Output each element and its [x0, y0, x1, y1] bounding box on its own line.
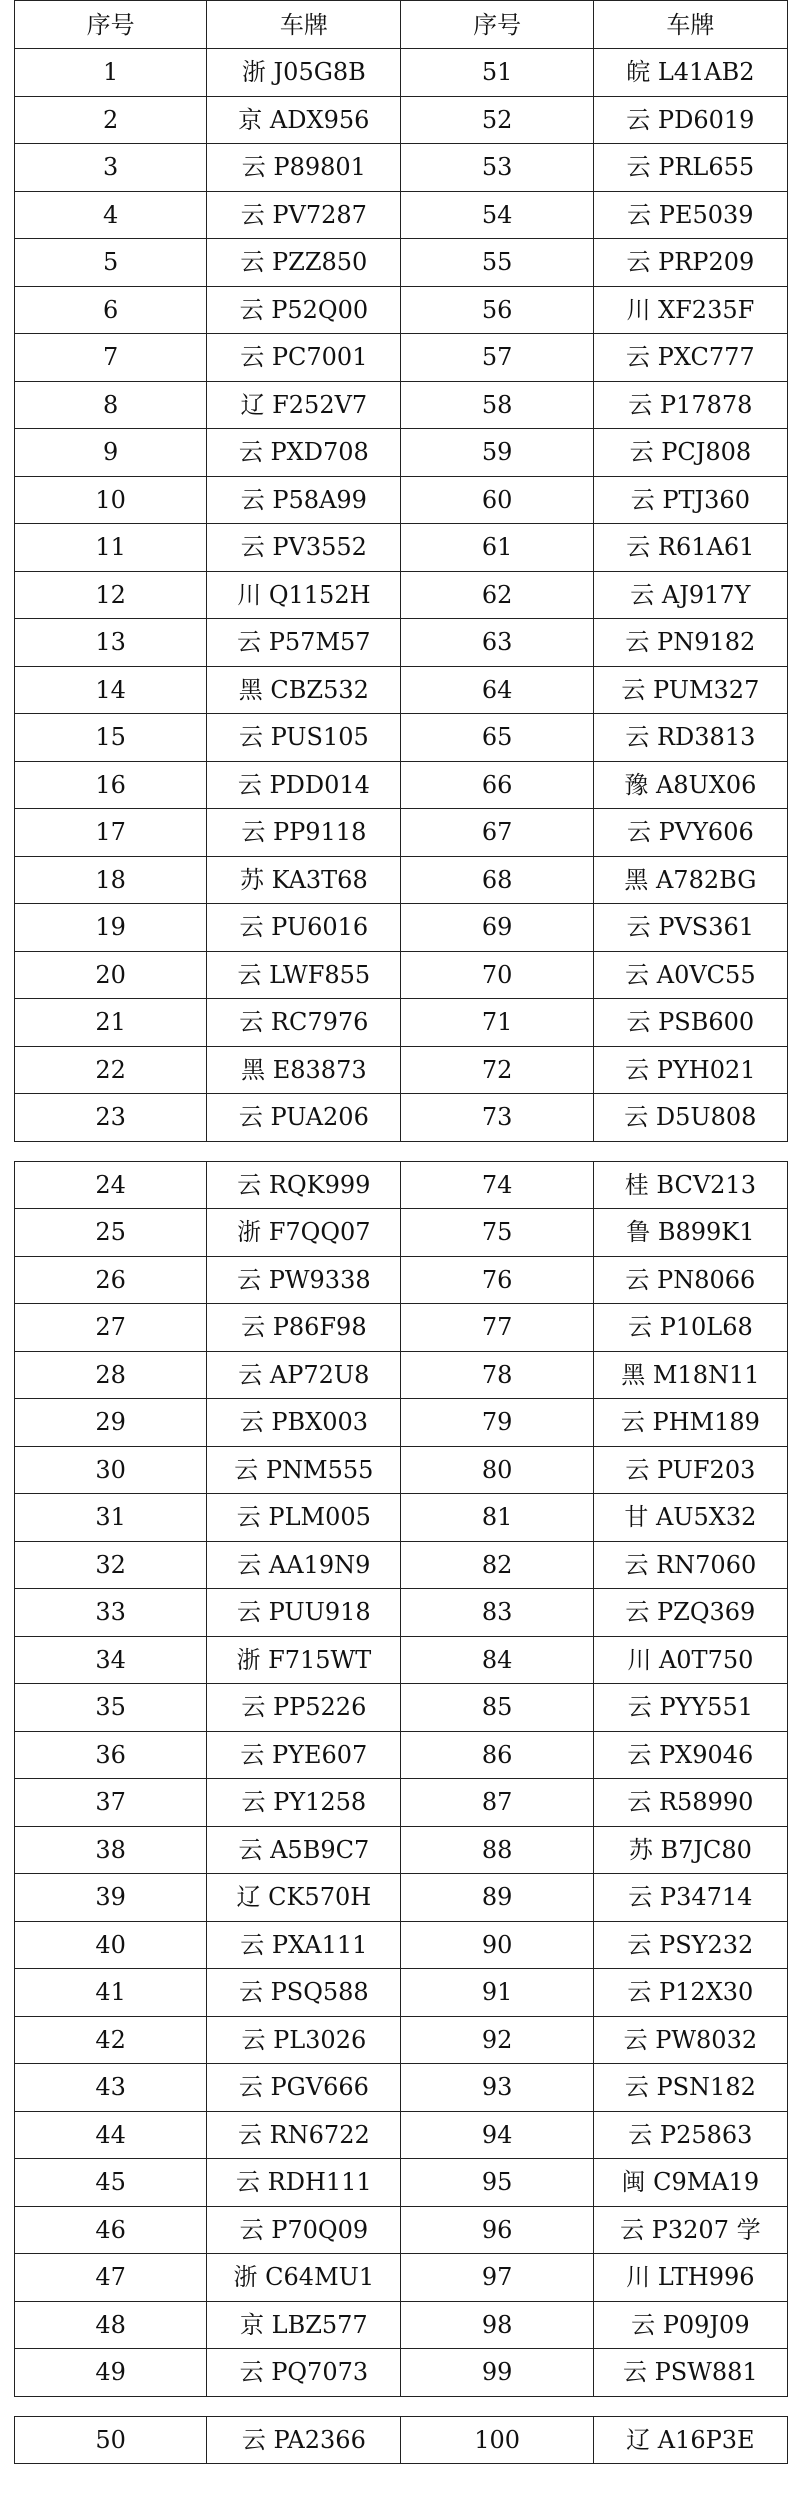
index-right-cell: 69	[401, 904, 593, 952]
header-index-left: 序号	[15, 1, 207, 49]
table-row	[15, 1684, 788, 1732]
index-right-cell: 90	[401, 1921, 593, 1969]
plate-left-cell: 云 PQ7073	[207, 2349, 401, 2397]
table-row	[15, 1731, 788, 1779]
index-right-cell: 74	[401, 1161, 593, 1209]
plate-right-cell: 云 A0VC55	[593, 951, 787, 999]
index-right-cell: 62	[401, 571, 593, 619]
index-right-cell: 72	[401, 1046, 593, 1094]
plate-left-cell: 云 PGV666	[207, 2064, 401, 2112]
plate-left-cell: 云 LWF855	[207, 951, 401, 999]
index-right-cell: 53	[401, 144, 593, 192]
plate-right-cell: 苏 B7JC80	[593, 1826, 787, 1874]
index-left-cell: 41	[15, 1969, 207, 2017]
plate-right-cell: 黑 A782BG	[593, 856, 787, 904]
table-row	[15, 1209, 788, 1257]
block-1-body	[15, 49, 788, 1142]
index-right-cell: 71	[401, 999, 593, 1047]
table-row	[15, 2416, 788, 2464]
plate-right-cell: 云 PSN182	[593, 2064, 787, 2112]
plate-right-cell: 闽 C9MA19	[593, 2159, 787, 2207]
plate-left-cell: 云 PDD014	[207, 761, 401, 809]
index-right-cell: 78	[401, 1351, 593, 1399]
index-left-cell: 14	[15, 666, 207, 714]
plate-right-cell: 云 RD3813	[593, 714, 787, 762]
table-row	[15, 286, 788, 334]
plate-left-cell: 云 PZZ850	[207, 239, 401, 287]
index-left-cell: 32	[15, 1541, 207, 1589]
index-left-cell: 17	[15, 809, 207, 857]
index-left-cell: 13	[15, 619, 207, 667]
index-right-cell: 58	[401, 381, 593, 429]
plate-left-cell: 云 PNM555	[207, 1446, 401, 1494]
index-left-cell: 46	[15, 2206, 207, 2254]
table-row	[15, 144, 788, 192]
table-row	[15, 191, 788, 239]
plate-left-cell: 京 LBZ577	[207, 2301, 401, 2349]
table-row	[15, 1589, 788, 1637]
table-row	[15, 429, 788, 477]
plate-right-cell: 云 PVY606	[593, 809, 787, 857]
index-left-cell: 45	[15, 2159, 207, 2207]
plate-left-cell: 浙 F7QQ07	[207, 1209, 401, 1257]
table-row	[15, 1494, 788, 1542]
index-left-cell: 9	[15, 429, 207, 477]
table-row	[15, 2064, 788, 2112]
index-right-cell: 82	[401, 1541, 593, 1589]
index-left-cell: 12	[15, 571, 207, 619]
table-row	[15, 1826, 788, 1874]
page-break-gap	[14, 1142, 788, 1161]
index-left-cell: 7	[15, 334, 207, 382]
block-3-body	[15, 2416, 788, 2464]
index-right-cell: 97	[401, 2254, 593, 2302]
plate-left-cell: 云 PV3552	[207, 524, 401, 572]
plate-left-cell: 云 PA2366	[207, 2416, 401, 2464]
index-right-cell: 84	[401, 1636, 593, 1684]
plate-left-cell: 云 P58A99	[207, 476, 401, 524]
plate-left-cell: 云 PYE607	[207, 1731, 401, 1779]
index-right-cell: 94	[401, 2111, 593, 2159]
plate-left-cell: 辽 F252V7	[207, 381, 401, 429]
plate-left-cell: 京 ADX956	[207, 96, 401, 144]
index-left-cell: 31	[15, 1494, 207, 1542]
plate-left-cell: 云 PSQ588	[207, 1969, 401, 2017]
plate-right-cell: 鲁 B899K1	[593, 1209, 787, 1257]
plate-right-cell: 云 PN8066	[593, 1256, 787, 1304]
plate-right-cell: 云 P09J09	[593, 2301, 787, 2349]
index-left-cell: 28	[15, 1351, 207, 1399]
plate-left-cell: 云 PUU918	[207, 1589, 401, 1637]
index-left-cell: 25	[15, 1209, 207, 1257]
plate-right-cell: 云 P25863	[593, 2111, 787, 2159]
table-row	[15, 856, 788, 904]
index-left-cell: 39	[15, 1874, 207, 1922]
index-right-cell: 92	[401, 2016, 593, 2064]
plate-left-cell: 云 PUA206	[207, 1094, 401, 1142]
plate-right-cell: 云 PW8032	[593, 2016, 787, 2064]
index-left-cell: 4	[15, 191, 207, 239]
table-row	[15, 666, 788, 714]
index-left-cell: 10	[15, 476, 207, 524]
index-right-cell: 83	[401, 1589, 593, 1637]
table-row	[15, 239, 788, 287]
header-plate-left: 车牌	[207, 1, 401, 49]
index-left-cell: 27	[15, 1304, 207, 1352]
table-row	[15, 1921, 788, 1969]
table-row	[15, 1256, 788, 1304]
plate-right-cell: 云 PCJ808	[593, 429, 787, 477]
index-left-cell: 44	[15, 2111, 207, 2159]
header-index-right: 序号	[401, 1, 593, 49]
table-row	[15, 1446, 788, 1494]
plate-right-cell: 云 PZQ369	[593, 1589, 787, 1637]
index-right-cell: 64	[401, 666, 593, 714]
table-row	[15, 1399, 788, 1447]
plate-left-cell: 云 PP5226	[207, 1684, 401, 1732]
table-row	[15, 1094, 788, 1142]
index-right-cell: 60	[401, 476, 593, 524]
index-left-cell: 23	[15, 1094, 207, 1142]
index-right-cell: 98	[401, 2301, 593, 2349]
index-right-cell: 80	[401, 1446, 593, 1494]
index-left-cell: 37	[15, 1779, 207, 1827]
plate-left-cell: 黑 E83873	[207, 1046, 401, 1094]
plate-left-cell: 云 PP9118	[207, 809, 401, 857]
table-row	[15, 1874, 788, 1922]
plate-left-cell: 黑 CBZ532	[207, 666, 401, 714]
plate-right-cell: 川 XF235F	[593, 286, 787, 334]
table-row	[15, 2301, 788, 2349]
plate-right-cell: 甘 AU5X32	[593, 1494, 787, 1542]
index-right-cell: 81	[401, 1494, 593, 1542]
plate-right-cell: 云 PSW881	[593, 2349, 787, 2397]
index-right-cell: 100	[401, 2416, 593, 2464]
plate-left-cell: 云 PU6016	[207, 904, 401, 952]
plate-right-cell: 云 PD6019	[593, 96, 787, 144]
plate-right-cell: 云 D5U808	[593, 1094, 787, 1142]
plate-right-cell: 云 P3207 学	[593, 2206, 787, 2254]
index-left-cell: 26	[15, 1256, 207, 1304]
table-row	[15, 619, 788, 667]
table-row	[15, 1969, 788, 2017]
index-left-cell: 42	[15, 2016, 207, 2064]
index-left-cell: 6	[15, 286, 207, 334]
plate-right-cell: 云 PTJ360	[593, 476, 787, 524]
index-right-cell: 55	[401, 239, 593, 287]
index-left-cell: 48	[15, 2301, 207, 2349]
table-row	[15, 476, 788, 524]
plate-left-cell: 云 PBX003	[207, 1399, 401, 1447]
index-left-cell: 8	[15, 381, 207, 429]
table-row	[15, 904, 788, 952]
index-right-cell: 96	[401, 2206, 593, 2254]
plate-left-cell: 云 PUS105	[207, 714, 401, 762]
index-right-cell: 88	[401, 1826, 593, 1874]
table-row	[15, 999, 788, 1047]
table-row	[15, 1046, 788, 1094]
plate-left-cell: 云 RN6722	[207, 2111, 401, 2159]
index-right-cell: 66	[401, 761, 593, 809]
index-left-cell: 20	[15, 951, 207, 999]
index-left-cell: 38	[15, 1826, 207, 1874]
index-right-cell: 52	[401, 96, 593, 144]
plate-left-cell: 云 P52Q00	[207, 286, 401, 334]
table-row	[15, 2111, 788, 2159]
index-right-cell: 54	[401, 191, 593, 239]
table-row	[15, 2159, 788, 2207]
plate-left-cell: 云 P86F98	[207, 1304, 401, 1352]
plate-right-cell: 云 PUF203	[593, 1446, 787, 1494]
plate-right-cell: 皖 L41AB2	[593, 49, 787, 97]
index-right-cell: 79	[401, 1399, 593, 1447]
plate-left-cell: 云 RDH111	[207, 2159, 401, 2207]
table-row	[15, 381, 788, 429]
plate-right-cell: 云 PVS361	[593, 904, 787, 952]
plate-left-cell: 云 PV7287	[207, 191, 401, 239]
table-row	[15, 809, 788, 857]
plate-right-cell: 云 PX9046	[593, 1731, 787, 1779]
index-left-cell: 11	[15, 524, 207, 572]
table-row	[15, 714, 788, 762]
plate-left-cell: 云 PXD708	[207, 429, 401, 477]
plate-left-cell: 苏 KA3T68	[207, 856, 401, 904]
table-row	[15, 1779, 788, 1827]
table-row	[15, 524, 788, 572]
index-right-cell: 75	[401, 1209, 593, 1257]
plate-left-cell: 云 PXA111	[207, 1921, 401, 1969]
table-row	[15, 761, 788, 809]
index-left-cell: 22	[15, 1046, 207, 1094]
plate-right-cell: 云 P34714	[593, 1874, 787, 1922]
table-row	[15, 1351, 788, 1399]
index-left-cell: 19	[15, 904, 207, 952]
index-left-cell: 15	[15, 714, 207, 762]
plate-right-cell: 云 PSB600	[593, 999, 787, 1047]
plate-right-cell: 川 A0T750	[593, 1636, 787, 1684]
table-row	[15, 571, 788, 619]
plate-left-cell: 辽 CK570H	[207, 1874, 401, 1922]
index-left-cell: 16	[15, 761, 207, 809]
index-right-cell: 76	[401, 1256, 593, 1304]
plate-right-cell: 云 PYH021	[593, 1046, 787, 1094]
index-right-cell: 95	[401, 2159, 593, 2207]
plate-table-block-3	[14, 2416, 788, 2465]
plate-right-cell: 黑 M18N11	[593, 1351, 787, 1399]
table-row	[15, 2016, 788, 2064]
index-left-cell: 34	[15, 1636, 207, 1684]
table-row	[15, 2254, 788, 2302]
index-left-cell: 49	[15, 2349, 207, 2397]
plate-left-cell: 云 AP72U8	[207, 1351, 401, 1399]
index-right-cell: 61	[401, 524, 593, 572]
index-left-cell: 30	[15, 1446, 207, 1494]
index-right-cell: 99	[401, 2349, 593, 2397]
plate-right-cell: 云 P12X30	[593, 1969, 787, 2017]
table-row	[15, 2349, 788, 2397]
table-row	[15, 1636, 788, 1684]
plate-right-cell: 豫 A8UX06	[593, 761, 787, 809]
plate-right-cell: 云 R61A61	[593, 524, 787, 572]
plate-left-cell: 云 PC7001	[207, 334, 401, 382]
index-left-cell: 40	[15, 1921, 207, 1969]
index-right-cell: 86	[401, 1731, 593, 1779]
table-row	[15, 334, 788, 382]
table-row	[15, 2206, 788, 2254]
index-left-cell: 21	[15, 999, 207, 1047]
plate-left-cell: 云 PLM005	[207, 1494, 401, 1542]
block-2-body	[15, 1161, 788, 2396]
plate-right-cell: 云 R58990	[593, 1779, 787, 1827]
plate-right-cell: 云 PRL655	[593, 144, 787, 192]
index-left-cell: 5	[15, 239, 207, 287]
plate-right-cell: 川 LTH996	[593, 2254, 787, 2302]
plate-right-cell: 云 PXC777	[593, 334, 787, 382]
index-left-cell: 35	[15, 1684, 207, 1732]
index-right-cell: 89	[401, 1874, 593, 1922]
index-left-cell: 33	[15, 1589, 207, 1637]
index-left-cell: 1	[15, 49, 207, 97]
index-right-cell: 59	[401, 429, 593, 477]
index-right-cell: 63	[401, 619, 593, 667]
table-row	[15, 96, 788, 144]
index-right-cell: 57	[401, 334, 593, 382]
header-plate-right: 车牌	[593, 1, 787, 49]
plate-left-cell: 云 RC7976	[207, 999, 401, 1047]
plate-right-cell: 云 PSY232	[593, 1921, 787, 1969]
index-left-cell: 43	[15, 2064, 207, 2112]
plate-left-cell: 川 Q1152H	[207, 571, 401, 619]
index-right-cell: 77	[401, 1304, 593, 1352]
plate-right-cell: 辽 A16P3E	[593, 2416, 787, 2464]
index-right-cell: 87	[401, 1779, 593, 1827]
index-right-cell: 85	[401, 1684, 593, 1732]
plate-right-cell: 云 PN9182	[593, 619, 787, 667]
table-row	[15, 951, 788, 999]
index-left-cell: 24	[15, 1161, 207, 1209]
index-right-cell: 65	[401, 714, 593, 762]
table-row	[15, 1161, 788, 1209]
plate-left-cell: 云 P70Q09	[207, 2206, 401, 2254]
index-left-cell: 50	[15, 2416, 207, 2464]
plate-left-cell: 云 A5B9C7	[207, 1826, 401, 1874]
page-break-gap	[14, 2397, 788, 2416]
index-left-cell: 36	[15, 1731, 207, 1779]
plate-left-cell: 浙 F715WT	[207, 1636, 401, 1684]
index-right-cell: 93	[401, 2064, 593, 2112]
plate-right-cell: 云 PHM189	[593, 1399, 787, 1447]
index-right-cell: 51	[401, 49, 593, 97]
index-left-cell: 29	[15, 1399, 207, 1447]
plate-left-cell: 浙 C64MU1	[207, 2254, 401, 2302]
index-right-cell: 67	[401, 809, 593, 857]
index-right-cell: 68	[401, 856, 593, 904]
plate-right-cell: 云 P10L68	[593, 1304, 787, 1352]
plate-table-block-1	[14, 0, 788, 1142]
index-left-cell: 47	[15, 2254, 207, 2302]
plate-left-cell: 云 PY1258	[207, 1779, 401, 1827]
plate-right-cell: 云 RN7060	[593, 1541, 787, 1589]
index-left-cell: 3	[15, 144, 207, 192]
table-row	[15, 1304, 788, 1352]
plate-left-cell: 云 PW9338	[207, 1256, 401, 1304]
plate-left-cell: 云 RQK999	[207, 1161, 401, 1209]
plate-left-cell: 云 AA19N9	[207, 1541, 401, 1589]
index-right-cell: 56	[401, 286, 593, 334]
plate-table-block-2	[14, 1161, 788, 2397]
table-row	[15, 1541, 788, 1589]
plate-left-cell: 浙 J05G8B	[207, 49, 401, 97]
plate-right-cell: 云 PYY551	[593, 1684, 787, 1732]
plate-left-cell: 云 P57M57	[207, 619, 401, 667]
plate-left-cell: 云 PL3026	[207, 2016, 401, 2064]
plate-right-cell: 云 P17878	[593, 381, 787, 429]
plate-right-cell: 云 PRP209	[593, 239, 787, 287]
plate-right-cell: 云 PUM327	[593, 666, 787, 714]
index-left-cell: 2	[15, 96, 207, 144]
index-right-cell: 70	[401, 951, 593, 999]
plate-right-cell: 桂 BCV213	[593, 1161, 787, 1209]
plate-right-cell: 云 AJ917Y	[593, 571, 787, 619]
plate-list-page	[14, 0, 788, 2464]
plate-right-cell: 云 PE5039	[593, 191, 787, 239]
plate-left-cell: 云 P89801	[207, 144, 401, 192]
index-right-cell: 73	[401, 1094, 593, 1142]
header-row	[15, 1, 788, 49]
table-row	[15, 49, 788, 97]
index-left-cell: 18	[15, 856, 207, 904]
index-right-cell: 91	[401, 1969, 593, 2017]
